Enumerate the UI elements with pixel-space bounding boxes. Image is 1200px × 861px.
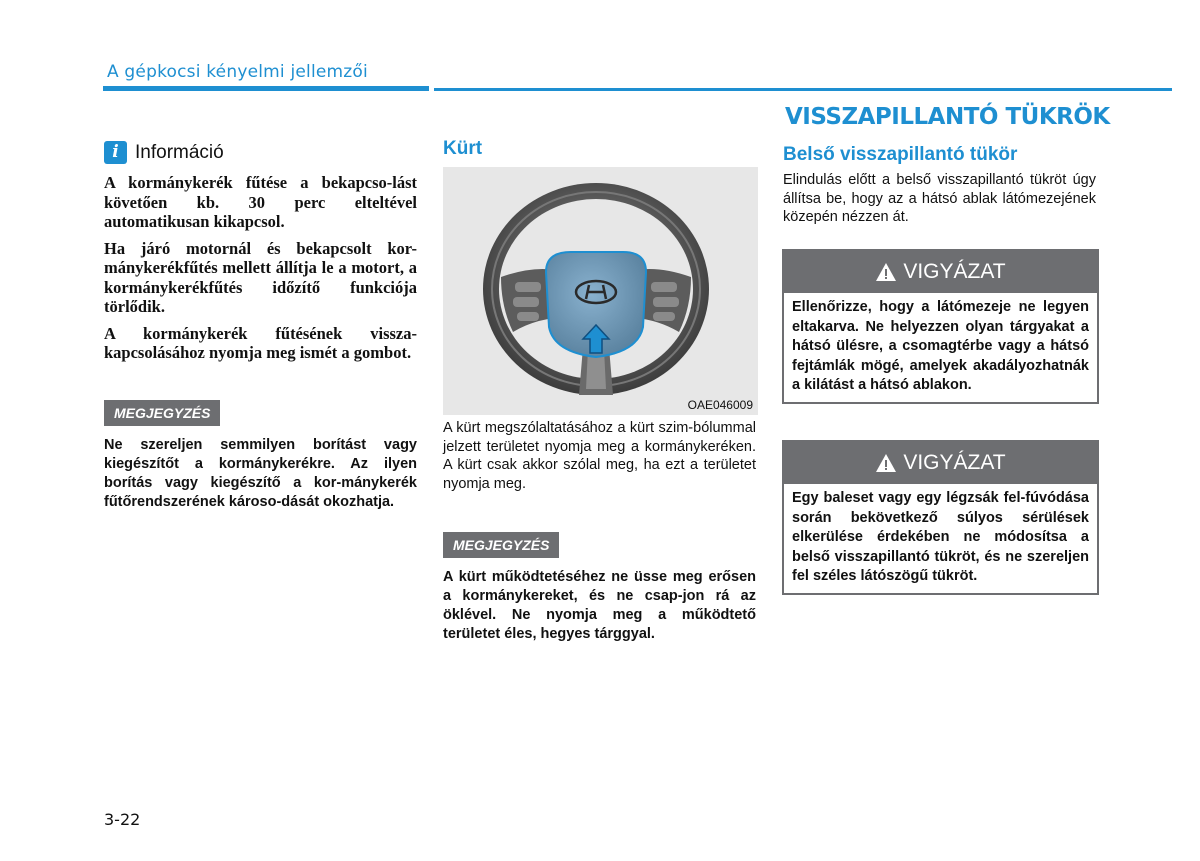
figure-code: OAE046009: [687, 398, 753, 412]
warning-icon: [875, 262, 897, 282]
info-paragraph: A kormánykerék fűtése a bekapcso-lást követően kb. 30 perc elteltével automatikusan kikapcsol.: [104, 173, 417, 231]
note-text: A kürt működtetéséhez ne üsse meg erősen a kormánykereket, és ne csap-jon rá az öklével. Ne nyomja meg a működtető területet éles, hegyes tárggyal.: [443, 569, 756, 642]
warning-header: [784, 442, 1097, 484]
warning-label: VIGYÁZAT: [903, 451, 1006, 474]
info-heading: [104, 141, 224, 164]
info-paragraph: Ha járó motornál és bekapcsolt kor-mánykerékfűtés mellett állítja le a motort, a kormánykerékfűtés időzítő funkciója törlődik.: [104, 238, 417, 316]
warning-icon: [875, 453, 897, 473]
horn-text: A kürt megszólaltatásához a kürt szim-bólummal jelzett területet nyomja meg a kormánykeréken. A kürt csak akkor szólal meg, ha ezt a területet nyomja meg.: [443, 420, 756, 492]
note-2: [443, 568, 756, 644]
page-number: 3-22: [104, 810, 141, 829]
warning-text: Ellenőrizze, hogy a látómezeje ne legyen eltakarva. Ne helyezzen olyan tárgyakat a hátsó ülésre, a csomagtérbe vagy a hátsó fejtámlák mögé, amelyek akadályozhatnák a kilátást a hátsó ablakon.: [792, 299, 1089, 393]
warning-box-2: [782, 440, 1099, 595]
header-rule-left: [103, 86, 429, 91]
note-text: Ne szereljen semmilyen borítást vagy kiegészítőt a kormánykerékre. Az ilyen borítás vagy kiegészítő a kor-mánykerék fűtőrendszerének károso-dását okozhatja.: [104, 437, 417, 510]
header-rule-right: [434, 88, 1172, 91]
note-label-text: MEGJEGYZÉS: [443, 532, 559, 558]
note-label-1: [104, 400, 220, 426]
steering-wheel-illustration: [443, 167, 758, 415]
note-label-2: [443, 532, 559, 558]
info-paragraph: A kormánykerék fűtésének vissza-kapcsolásához nyomja meg ismét a gombot.: [104, 323, 417, 362]
warning-box-1: [782, 249, 1099, 404]
horn-description: [443, 419, 756, 493]
warning-label: VIGYÁZAT: [903, 260, 1006, 283]
note-1: [104, 436, 417, 512]
horn-title: Kürt: [443, 138, 483, 159]
warning-text: Egy baleset vagy egy légzsák fel-fúvódása során bekövetkező súlyos sérülések elkerülése érdekében ne módosítsa a belső visszapillantó tükröt, és ne szereljen fel széles látószögű tükröt.: [792, 490, 1089, 584]
steering-wheel-figure: [443, 167, 758, 415]
mirror-description: [783, 171, 1096, 227]
info-icon: i: [104, 141, 127, 164]
info-body: [104, 173, 417, 363]
section-title: A gépkocsi kényelmi jellemzői: [107, 62, 368, 82]
note-label-text: MEGJEGYZÉS: [104, 400, 220, 426]
chapter-title: VISSZAPILLANTÓ TÜKRÖK: [785, 104, 1110, 130]
mirror-title: Belső visszapillantó tükör: [783, 144, 1018, 165]
warning-header: [784, 251, 1097, 293]
info-title: Információ: [135, 141, 224, 163]
mirror-text: Elindulás előtt a belső visszapillantó tükröt úgy állítsa be, hogy az a hátsó ablak látómezejének közepén nézzen át.: [783, 172, 1096, 225]
